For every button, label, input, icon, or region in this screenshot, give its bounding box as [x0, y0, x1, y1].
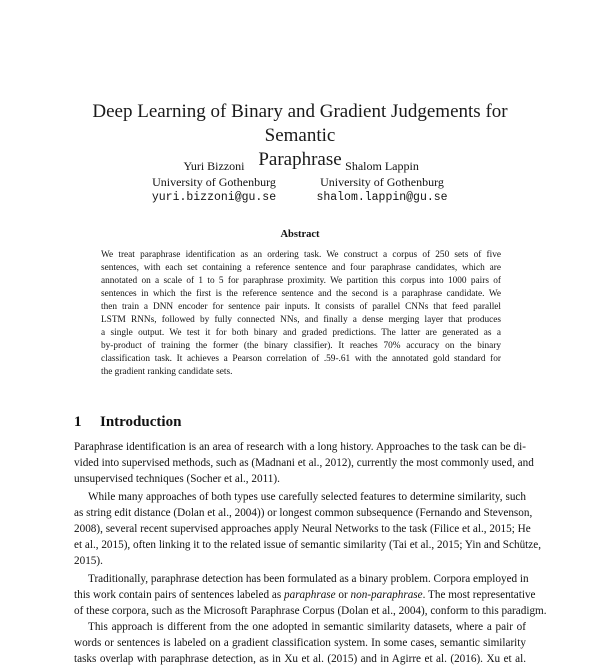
author-affiliation: University of Gothenburg [320, 175, 444, 189]
author-email[interactable]: yuri.bizzoni@gu.se [151, 191, 277, 204]
abstract-line: classification task. It achieves a Pearson correlation of .59-.61 with the annotated gold standard for [101, 354, 501, 364]
body-line: unsupervised techniques (Socher et al., 2011). [74, 473, 280, 485]
author-name: Shalom Lappin [345, 159, 419, 173]
author-block-2 [282, 158, 482, 206]
body-line: et al., 2015), often linking it to the related issue of semantic similarity (Tai et al., 2015; Yin and Schütze, [74, 539, 542, 551]
abstract-line: annotated on a scale of 1 to 5 for paraphrase proximity. We partition this corpus into 1000 pairs of [101, 276, 501, 286]
body-line: 2008), several recent supervised approaches apply Neural Networks to the task (Filice et al., 2015; He [74, 523, 531, 535]
body-line: of these corpora, such as the Microsoft Paraphrase Corpus (Dolan et al., 2004), conform to this paradigm. [74, 605, 547, 617]
abstract-line: by-product of training the former (the binary classifier). It reaches 70% accuracy on the binary [101, 341, 501, 351]
section-heading [74, 414, 181, 431]
abstract-line: the gradient ranking candidate sets. [101, 367, 233, 377]
section-number: 1 [74, 414, 82, 430]
author-affiliation: University of Gothenburg [152, 175, 276, 189]
body-line: vided into supervised methods, such as (Madnani et al., 2012), currently the most commonly used, and [74, 457, 534, 469]
author-email[interactable]: shalom.lappin@gu.se [316, 191, 448, 204]
body-text: . The most representative [422, 589, 536, 601]
abstract-line: a single output. We test it for both binary and graded predictions. The latter are generated as a [101, 328, 501, 338]
title-line-2: Paraphrase [258, 149, 342, 170]
abstract-heading: Abstract [280, 229, 320, 240]
abstract-line: sentences, with each set containing a reference sentence and four paraphrase candidates, which are [101, 263, 501, 273]
body-line: tasks overlap with paraphrase detection, as in Xu et al. (2015) and in Agirre et al. (2016). Xu et al. [74, 653, 526, 665]
author-name: Yuri Bizzoni [183, 159, 245, 173]
body-text: this work contain pairs of sentences labeled as [74, 589, 285, 601]
body-line: 2015). [74, 555, 103, 567]
term-paraphrase: paraphrase [284, 589, 336, 601]
body-line: While many approaches of both types use carefully selected features to determine similarity, such [88, 491, 526, 503]
section-title: Introduction [100, 414, 182, 430]
abstract-line: We treat paraphrase identification as an ordering task. We construct a corpus of 250 sets of five [101, 250, 501, 260]
body-line: Paraphrase identification is an area of research with a long history. Approaches to the task can be di- [74, 441, 526, 453]
abstract-line: LSTM RNNs, followed by fully connected NNs, and finally a dense merging layer that produces [101, 315, 501, 325]
term-non-paraphrase: non-paraphrase [350, 589, 423, 601]
body-line: This approach is different from the one adopted in semantic similarity datasets, where a pair of [88, 621, 526, 633]
title-line-1: Deep Learning of Binary and Gradient Judgements for Semantic [92, 101, 508, 146]
body-text: or [335, 589, 351, 601]
abstract-line: sentences in which the first is the reference sentence and the second is a paraphrase candidate. We [101, 289, 501, 299]
abstract-line: then train a DNN encoder for sentence pair inputs. It consists of parallel CNNs that feed parallel [101, 302, 501, 312]
body-line: Traditionally, paraphrase detection has been formulated as a binary problem. Corpora employed in [88, 573, 529, 585]
body-line: as string edit distance (Dolan et al., 2004)) or longest common subsequence (Fernando and Stevenson, [74, 507, 533, 519]
body-line: words or sentences is labeled on a gradient classification system. In some cases, semantic similarity [74, 637, 526, 649]
